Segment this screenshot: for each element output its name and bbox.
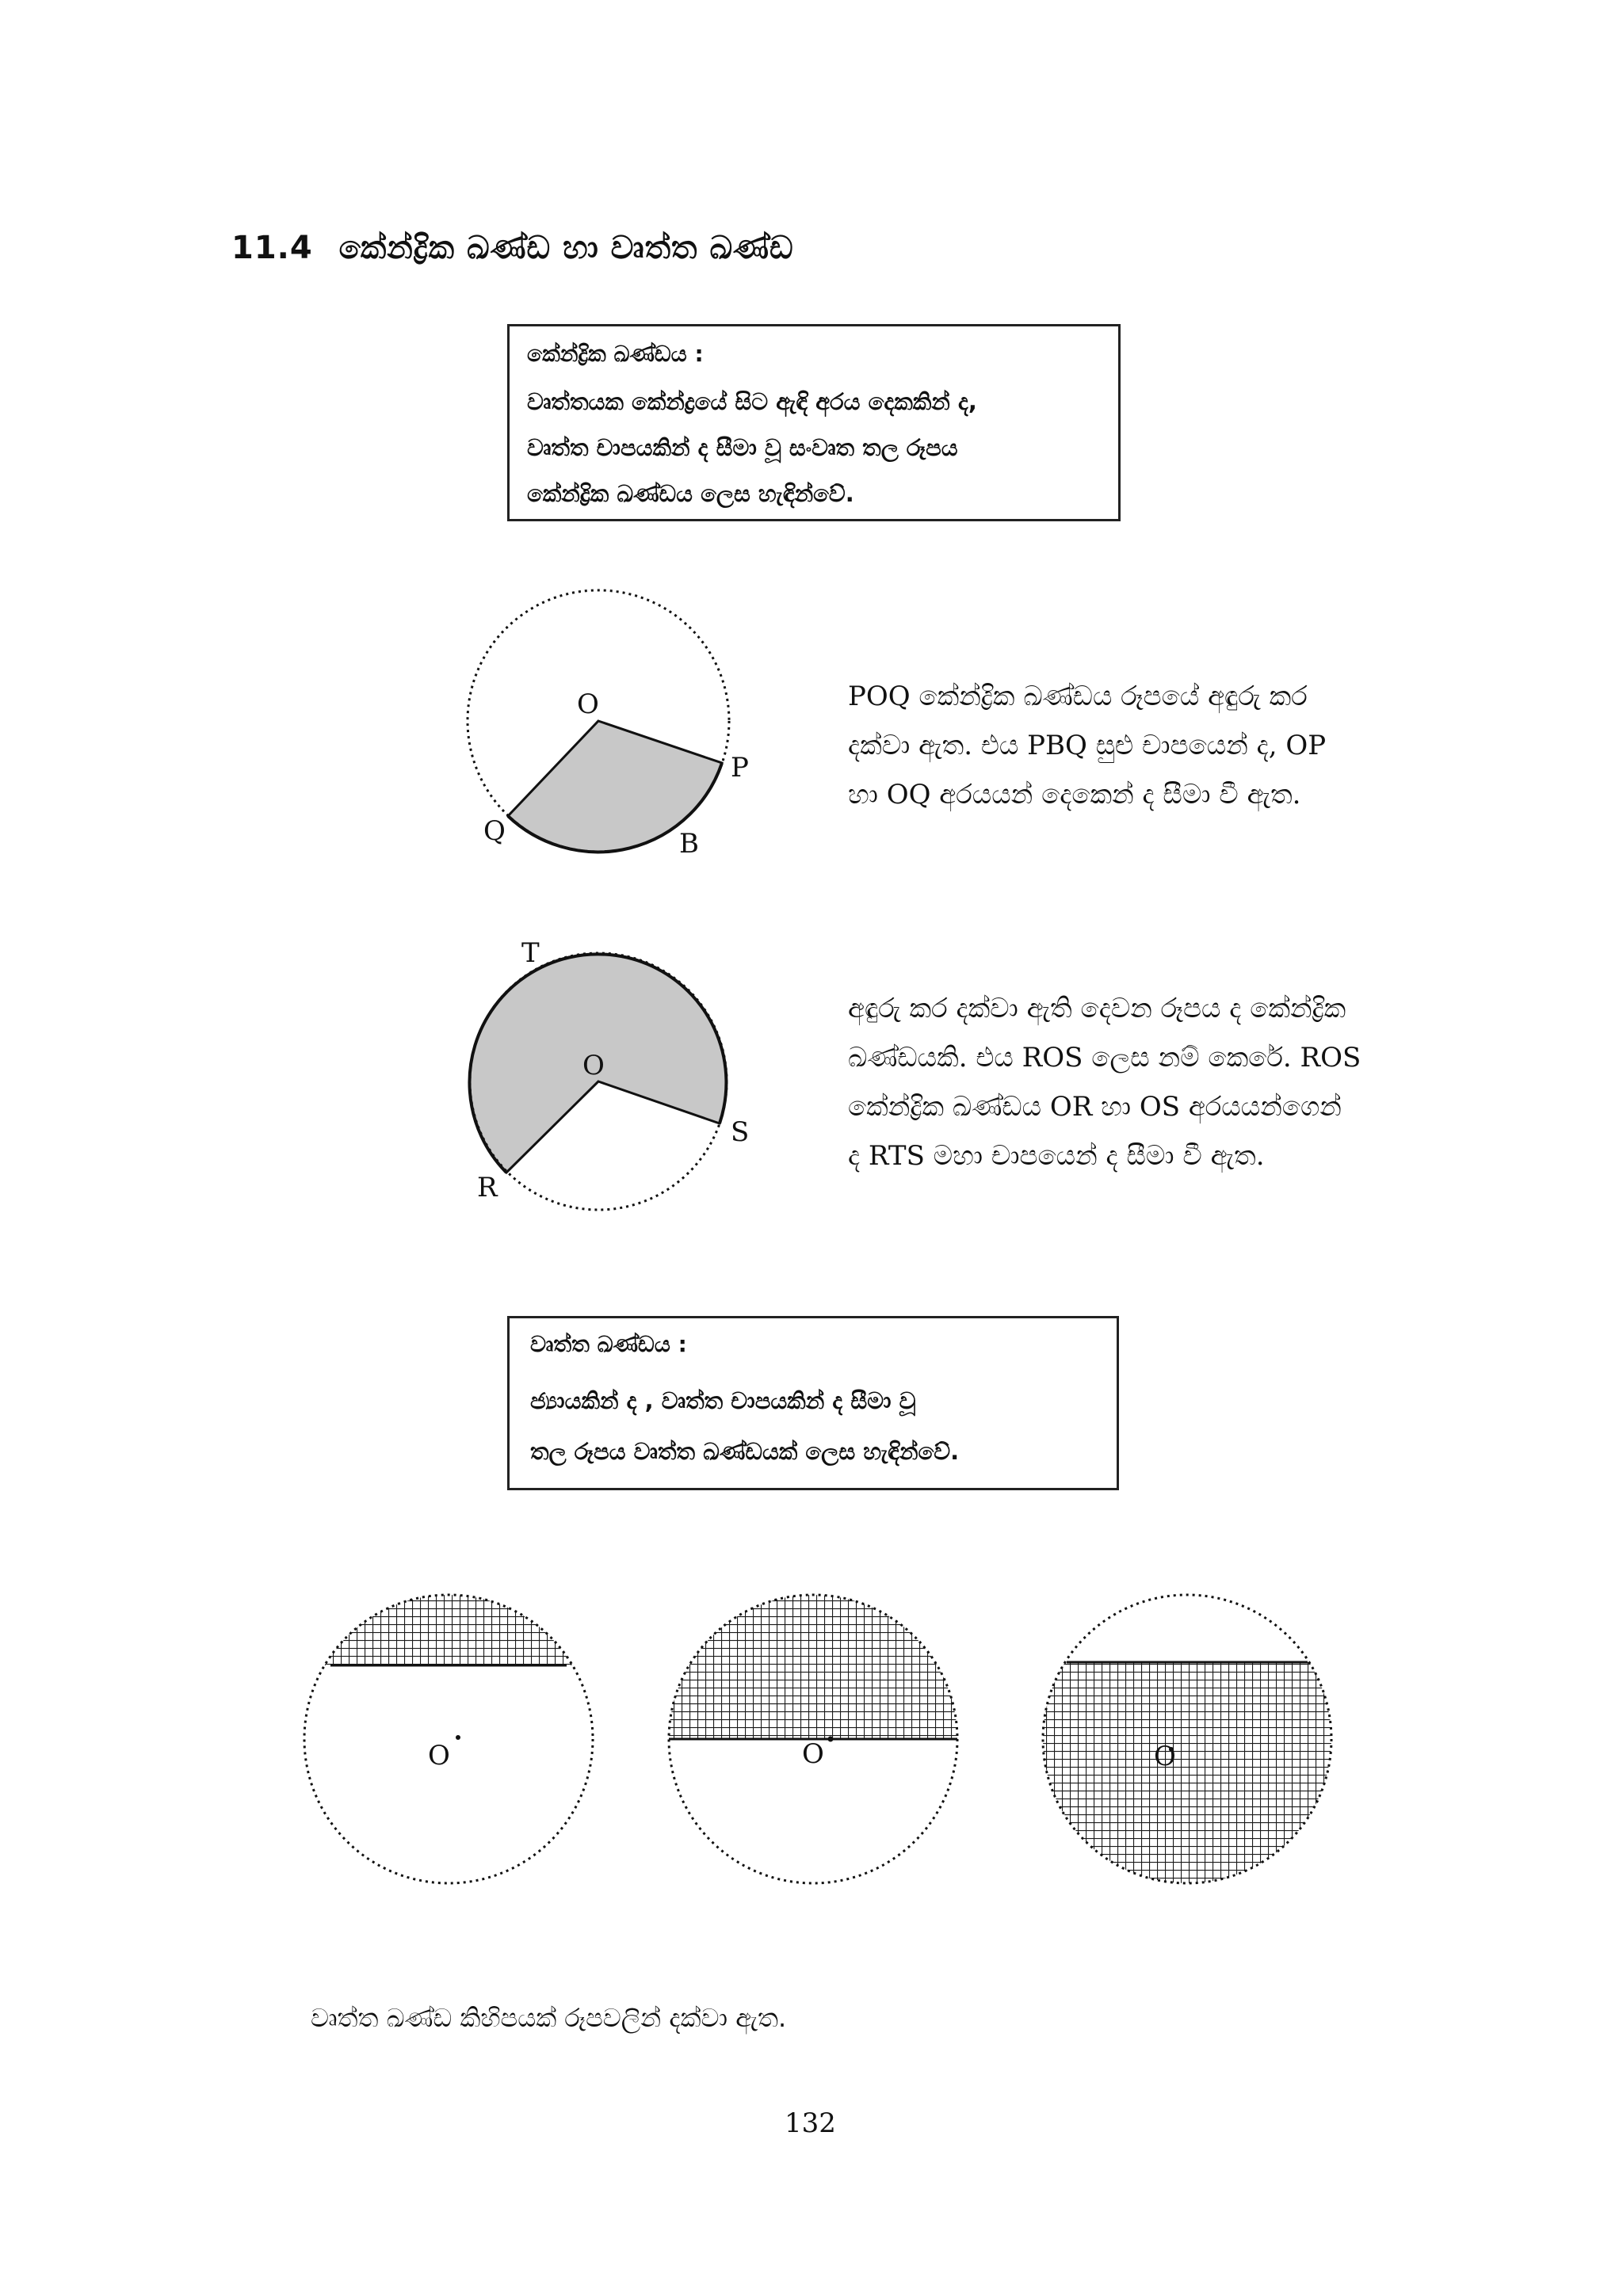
segment-figure-minor bbox=[301, 1569, 602, 1883]
label-o: O bbox=[428, 1740, 450, 1772]
segment-figures bbox=[301, 1569, 1347, 1901]
label-o: O bbox=[577, 688, 599, 720]
label-o: O bbox=[802, 1738, 824, 1770]
label-p: P bbox=[731, 752, 749, 784]
sector-definition-title: කේන්ද්‍රික ඛණ්ඩය : bbox=[527, 341, 704, 367]
sector-definition-line: කේන්ද්‍රික ඛණ්ඩය ලෙස හැඳින්වේ. bbox=[527, 480, 854, 507]
major-sector-description bbox=[848, 984, 1395, 1180]
figure-caption: වෘත්ත ඛණ්ඩ කිහිපයක් රූපවලින් දක්වා ඇත. bbox=[311, 2003, 787, 2033]
segment-figure-major bbox=[1038, 1595, 1339, 1900]
section-title: කේන්ද්‍රික ඛණ්ඩ හා වෘත්ත ඛණ්ඩ bbox=[338, 230, 794, 266]
label-r: R bbox=[477, 1172, 498, 1203]
segment-definition-line: ජ්‍යායකින් ද , වෘත්ත චාපයකින් ද සීමා වූ bbox=[530, 1387, 916, 1414]
sector-definition-line: වෘත්තයක කේන්ද්‍රයේ සිට ඇඳි අරය දෙකකින් ද, bbox=[527, 388, 977, 415]
section-number: 11.4 bbox=[231, 230, 313, 266]
segment-definition-line: තල රූපය වෘත්ත ඛණ්ඩයක් ලෙස හැඳින්වේ. bbox=[530, 1438, 960, 1465]
section-heading bbox=[231, 230, 794, 266]
center-dot bbox=[828, 1737, 834, 1742]
major-sector-figure bbox=[444, 927, 753, 1220]
paragraph-line: කේන්ද්‍රික ඛණ්ඩය OR හා OS අරයයන්ගෙන් bbox=[848, 1091, 1342, 1123]
segment-definition-box bbox=[507, 1316, 1119, 1490]
paragraph-line: POQ කේන්ද්‍රික ඛණ්ඩය රූපයේ අඳුරු කර bbox=[848, 681, 1308, 712]
label-q: Q bbox=[483, 815, 506, 847]
label-t: T bbox=[521, 937, 540, 969]
segment-shade bbox=[1038, 1662, 1339, 1900]
label-o: O bbox=[582, 1050, 605, 1081]
segment-figure-semicircle bbox=[666, 1569, 967, 1883]
segment-definition-title: වෘත්ත ඛණ්ඩය : bbox=[530, 1331, 687, 1357]
paragraph-line: අඳුරු කර දක්වා ඇති දෙවන රූපය ද කේන්ද්‍රික bbox=[848, 993, 1346, 1024]
minor-sector-figure bbox=[444, 578, 753, 895]
paragraph-line: හා OQ අරයයන් දෙකෙන් ද සීමා වී ඇත. bbox=[848, 779, 1301, 810]
label-o: O bbox=[1154, 1741, 1176, 1772]
sector-definition-line: වෘත්ත චාපයකින් ද සීමා වූ සංවෘත තල රූපය bbox=[527, 434, 958, 461]
paragraph-line: ද RTS මහා චාපයෙන් ද සීමා වී ඇත. bbox=[848, 1140, 1265, 1172]
minor-sector-description bbox=[848, 672, 1395, 819]
page-number: 132 bbox=[785, 2107, 836, 2139]
sector-definition-box bbox=[507, 324, 1121, 521]
paragraph-line: ඛණ්ඩයකි. එය ROS ලෙස නම් කෙරේ. ROS bbox=[848, 1042, 1361, 1074]
segment-shade bbox=[301, 1569, 602, 1665]
label-s: S bbox=[731, 1116, 750, 1148]
segment-shade bbox=[666, 1569, 967, 1739]
center-dot bbox=[456, 1735, 460, 1740]
paragraph-line: දක්වා ඇත. එය PBQ සුළු චාපයෙන් ද, OP bbox=[848, 730, 1327, 761]
label-b: B bbox=[679, 828, 699, 860]
